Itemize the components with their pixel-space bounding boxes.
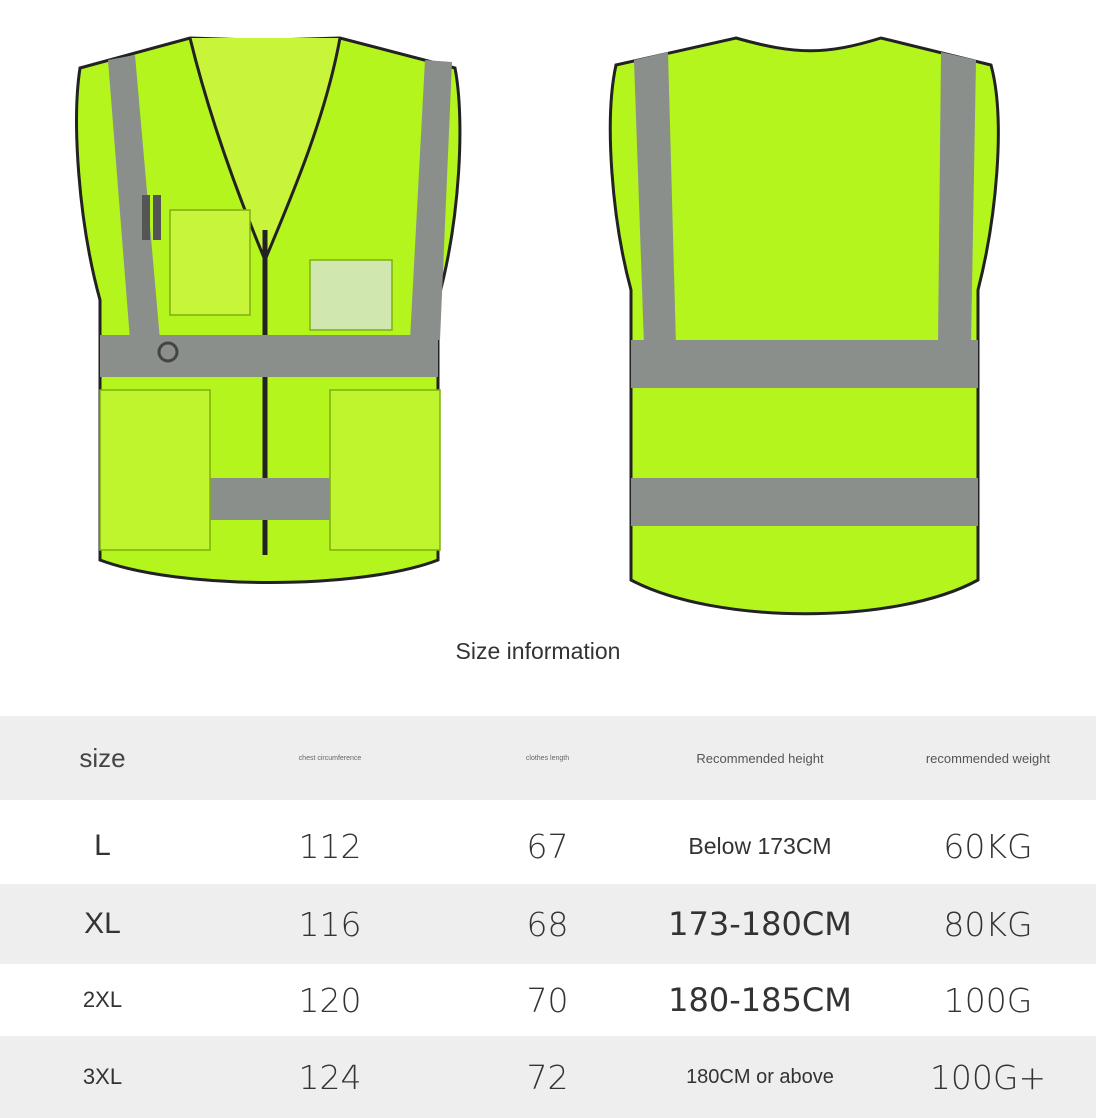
section-title: Size information [455,638,621,664]
height-cell: Below 173CM [688,832,832,859]
chest-cell: 124 [298,1057,362,1097]
size-cell: 2XL [82,987,123,1012]
header-height: Recommended height [696,750,824,766]
header-length: clothes length [525,754,570,762]
header-size: size [79,742,126,773]
vest-back-icon [596,0,1016,630]
chest-cell: 112 [298,826,362,866]
header-chest: chest circumference [298,754,362,762]
weight-cell: 100G [943,980,1033,1020]
table-row [0,1036,1096,1118]
vest-front-icon [60,0,480,630]
length-cell: 68 [526,904,569,944]
height-cell: 180-185CM [668,981,852,1019]
table-row [0,964,1096,1036]
size-table [0,716,1096,1118]
length-cell: 67 [526,826,569,866]
size-cell: 3XL [82,1064,123,1089]
chest-cell: 120 [298,980,362,1020]
table-header [0,716,1096,800]
weight-cell: 60KG [943,826,1033,866]
size-cell: L [94,829,111,862]
table-row [0,884,1096,964]
height-cell: 180CM or above [686,1065,834,1088]
length-cell: 72 [526,1057,569,1097]
height-cell: 173-180CM [668,905,852,943]
weight-cell: 80KG [943,904,1033,944]
size-cell: XL [84,907,121,940]
length-cell: 70 [526,980,569,1020]
table-row [0,808,1096,884]
weight-cell: 100G+ [929,1057,1047,1097]
header-weight: recommended weight [925,750,1051,766]
chest-cell: 116 [298,904,362,944]
